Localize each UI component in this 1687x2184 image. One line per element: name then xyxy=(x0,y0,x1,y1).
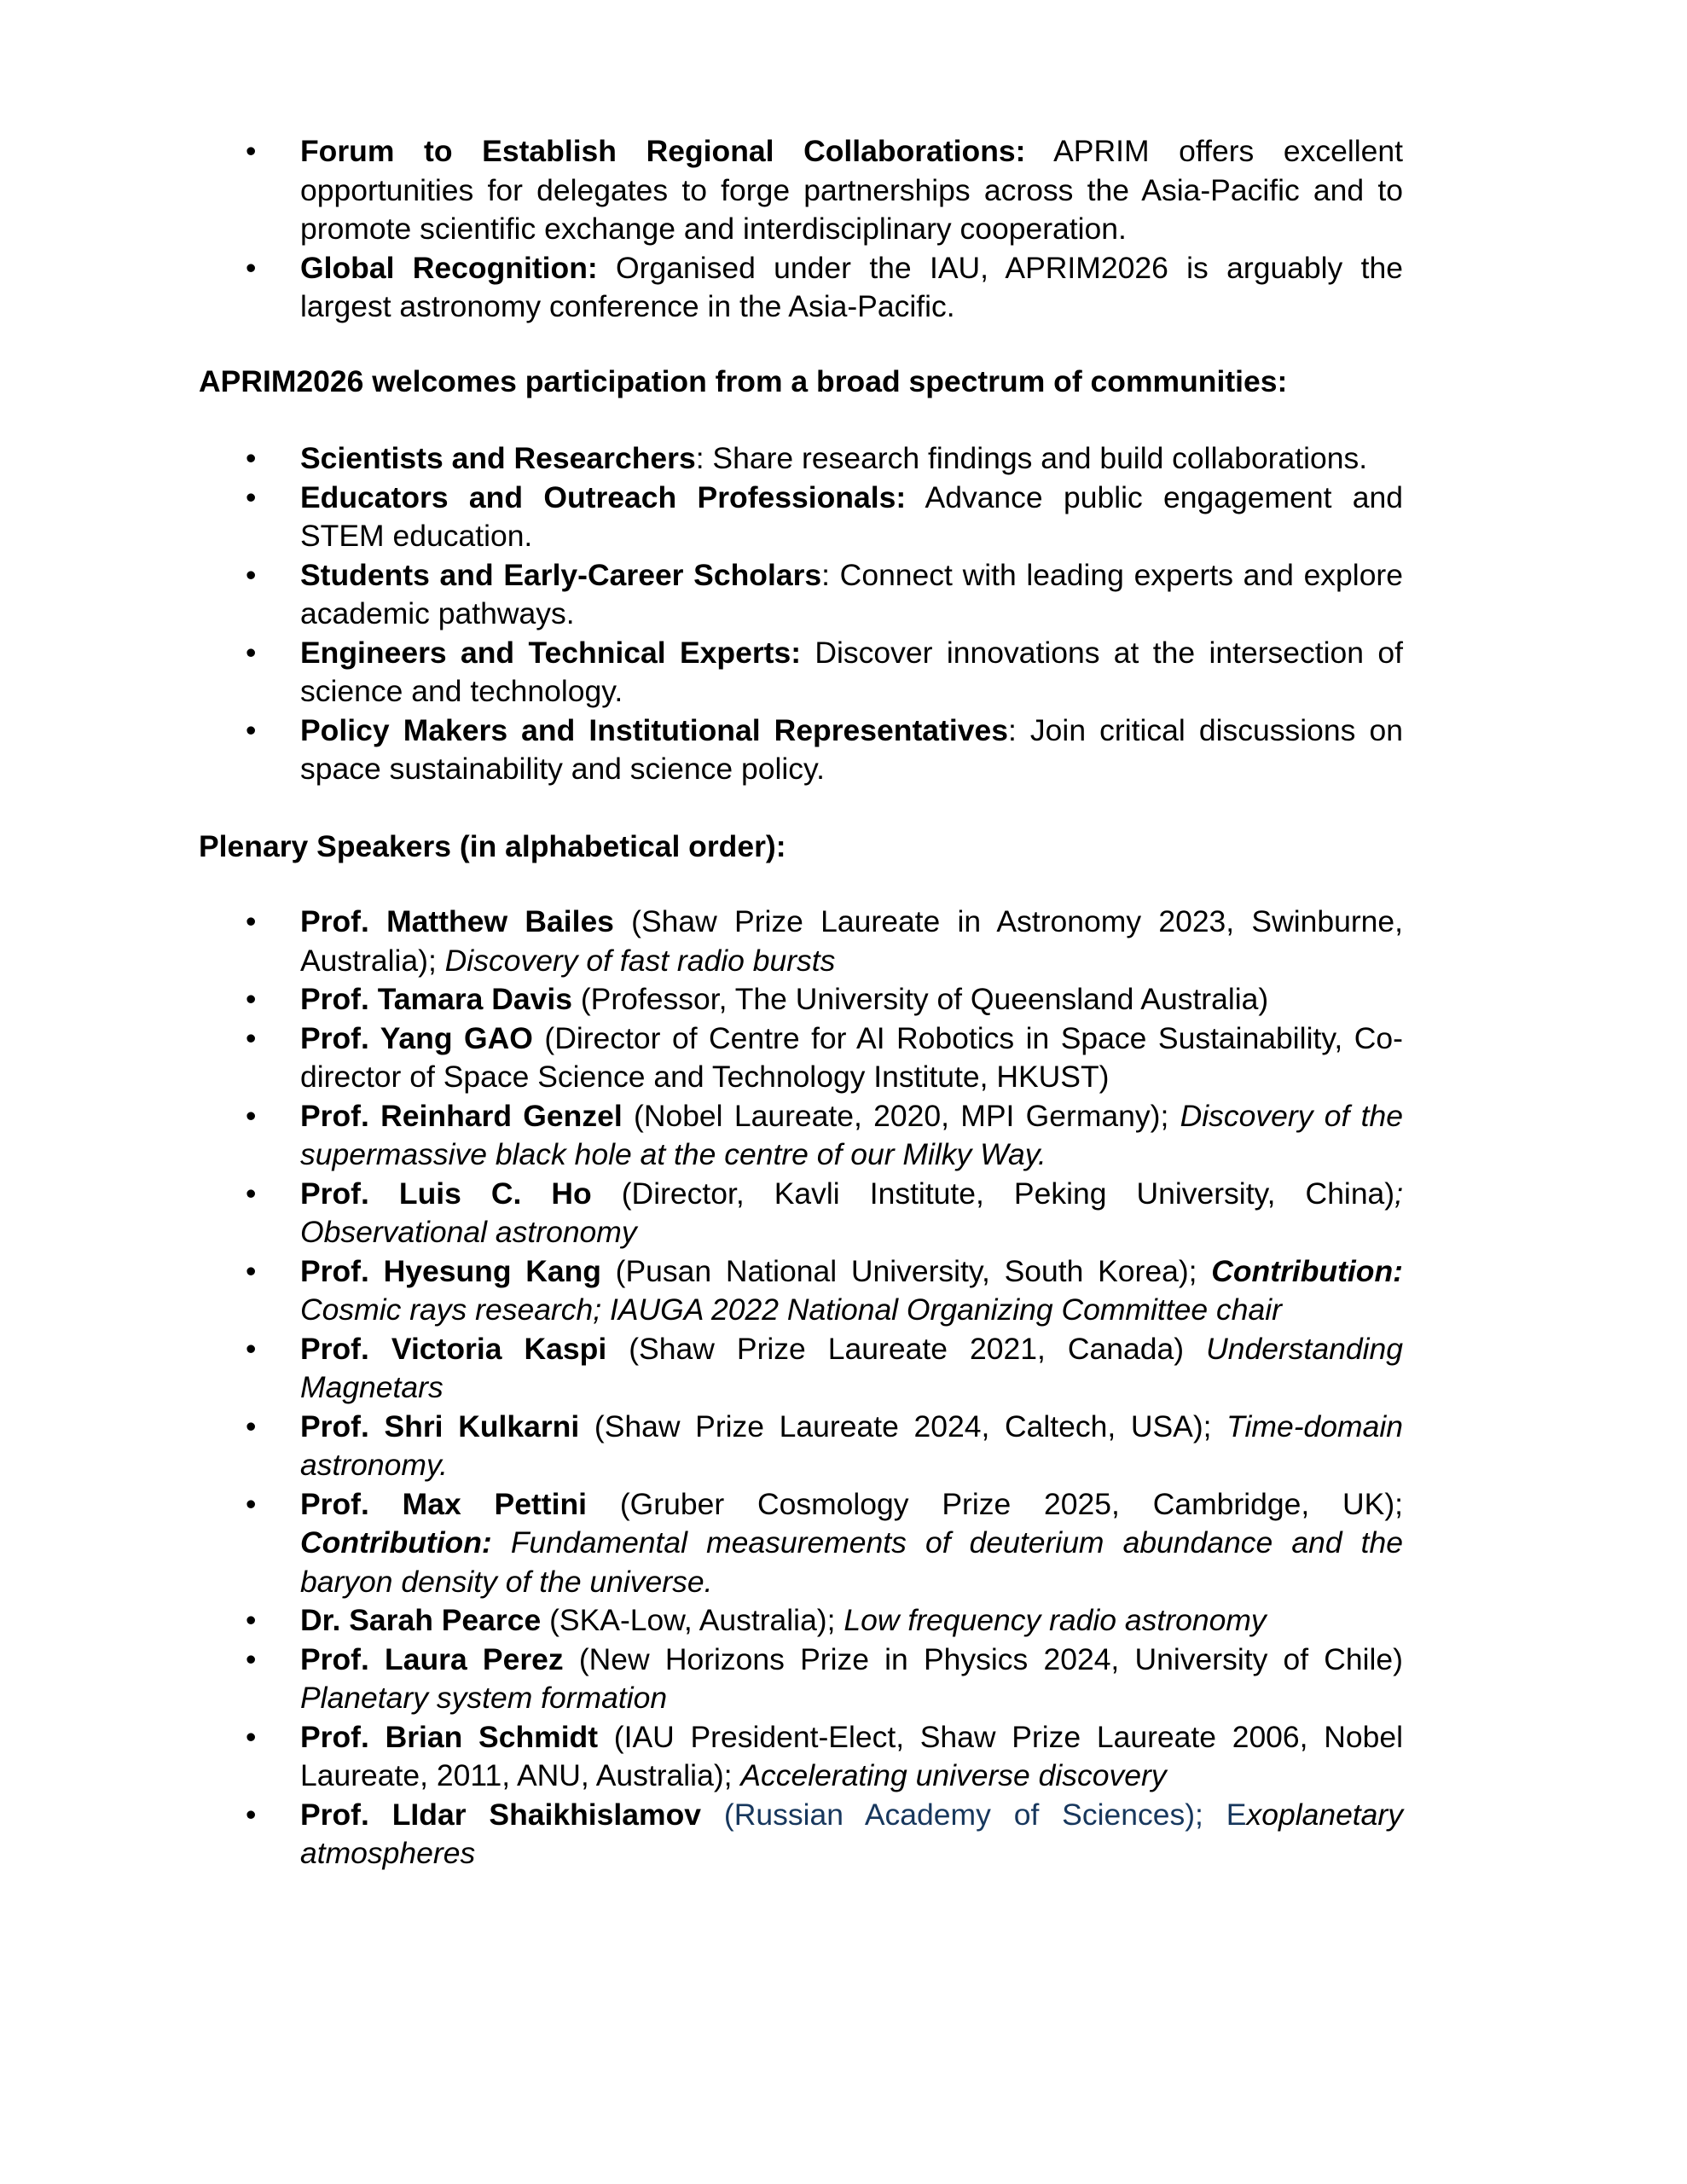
text-run: Time-domain astronomy. xyxy=(300,1409,1403,1482)
text-run: (Shaw Prize Laureate in Astronomy 2023, Swinburne, Australia); xyxy=(300,904,1404,978)
text-run: Dr. Sarah Pearce xyxy=(300,1603,542,1637)
text-run: Prof. Shri Kulkarni xyxy=(300,1409,580,1443)
text-run: Prof. Luis C. Ho xyxy=(300,1176,592,1211)
text-run: Prof. Reinhard Genzel xyxy=(300,1098,623,1133)
list-item-text xyxy=(300,1021,1403,1095)
text-run: Prof. Tamara Davis xyxy=(300,982,572,1016)
list-item-text xyxy=(300,480,1403,554)
bullet-icon: • xyxy=(246,1253,257,1288)
bullet-icon: • xyxy=(246,1797,257,1832)
bullet-icon: • xyxy=(246,635,257,670)
bullet-icon: • xyxy=(246,1641,257,1676)
text-run: (New Horizons Prize in Physics 2024, University of Chile) xyxy=(563,1641,1404,1676)
bullet-icon: • xyxy=(246,441,257,475)
list-item xyxy=(199,1097,1403,1175)
text-run: (Nobel Laureate, 2020, MPI Germany); xyxy=(622,1098,1180,1133)
list-item xyxy=(199,1019,1403,1097)
list-item xyxy=(199,1641,1403,1718)
list-item-text xyxy=(300,636,1403,709)
text-run: (Shaw Prize Laureate 2021, Canada) xyxy=(606,1331,1207,1366)
text-run: : Join critical discussions on space sustainability and science policy. xyxy=(300,712,1403,786)
text-run: Prof. Brian Schmidt xyxy=(300,1719,599,1754)
list-item xyxy=(199,1601,1403,1641)
text-run: Engineers and Technical Experts: xyxy=(300,635,802,670)
text-run: (Director of Centre for AI Robotics in Space Sustainability, Co-director of Space Science and Technology Institute, HKUST) xyxy=(300,1020,1403,1094)
list-item-text xyxy=(300,1720,1403,1793)
list-item xyxy=(199,1330,1403,1408)
speakers-heading: Plenary Speakers (in alphabetical order): xyxy=(199,828,786,863)
text-run: Scientists and Researchers xyxy=(300,441,696,475)
benefits-list xyxy=(199,132,1403,327)
text-run: Discovery of fast radio bursts xyxy=(444,943,836,978)
list-item-text xyxy=(300,1603,1267,1637)
list-item xyxy=(199,712,1403,789)
list-item-text xyxy=(300,441,1367,475)
list-item-text xyxy=(300,134,1403,246)
text-run: Cosmic rays research; IAUGA 2022 National Organizing Committee chair xyxy=(300,1292,1282,1327)
list-item xyxy=(199,1796,1403,1873)
list-item-text xyxy=(300,1176,1403,1250)
text-run: (Professor, The University of Queensland Australia) xyxy=(571,982,1269,1016)
list-item xyxy=(199,1718,1403,1796)
communities-list xyxy=(199,439,1403,789)
text-run: Prof. Yang GAO xyxy=(300,1020,533,1055)
text-run: (Shaw Prize Laureate 2024, Caltech, USA); xyxy=(579,1409,1227,1443)
list-item xyxy=(199,634,1403,712)
text-run: (Russian Academy of Sciences); E xyxy=(701,1797,1247,1832)
bullet-icon: • xyxy=(246,1603,257,1637)
list-item-text xyxy=(300,904,1403,978)
list-item-text xyxy=(300,1642,1403,1716)
text-run: Low frequency radio astronomy xyxy=(844,1603,1267,1637)
text-run: : Share research findings and build collaborations. xyxy=(695,441,1368,475)
list-item-text xyxy=(300,251,1403,324)
list-item-text xyxy=(300,1487,1403,1599)
text-run: Educators and Outreach Professionals: xyxy=(300,479,907,514)
text-run: Fundamental measurements of deuterium abundance and the baryon density of the universe. xyxy=(300,1525,1403,1599)
bullet-icon: • xyxy=(246,1719,257,1754)
list-item-text xyxy=(300,1332,1403,1405)
text-run: Discovery of the supermassive black hole at the centre of our Milky Way. xyxy=(300,1098,1404,1171)
text-run: Contribution: xyxy=(300,1525,492,1560)
text-run: : Connect with leading experts and explore academic pathways. xyxy=(300,557,1404,630)
text-run: Planetary system formation xyxy=(300,1681,668,1715)
list-item xyxy=(199,132,1403,249)
text-run: Contribution: xyxy=(1211,1253,1403,1288)
text-run: Prof. Matthew Bailes xyxy=(300,904,614,938)
list-item xyxy=(199,1408,1403,1485)
list-item-text xyxy=(300,1798,1403,1871)
bullet-icon: • xyxy=(246,1331,257,1366)
list-item xyxy=(199,1485,1403,1602)
speakers-list xyxy=(199,903,1403,1873)
list-item xyxy=(199,479,1403,556)
list-item-text xyxy=(300,713,1403,787)
text-run: Prof. Laura Perez xyxy=(300,1641,564,1676)
bullet-icon: • xyxy=(246,557,257,592)
text-run: Students and Early-Career Scholars xyxy=(300,557,822,592)
bullet-icon: • xyxy=(246,712,257,747)
bullet-icon: • xyxy=(246,134,257,168)
list-item-text xyxy=(300,558,1403,631)
list-item xyxy=(199,439,1403,479)
text-run: Global Recognition: xyxy=(300,250,598,285)
bullet-icon: • xyxy=(246,1486,257,1521)
text-run: xoplanetary atmospheres xyxy=(300,1797,1403,1870)
text-run: Forum to Establish Regional Collaborations: xyxy=(300,134,1026,168)
list-item xyxy=(199,556,1403,634)
text-run: Prof. Hyesung Kang xyxy=(300,1253,601,1288)
bullet-icon: • xyxy=(246,1176,257,1211)
bullet-icon: • xyxy=(246,1020,257,1055)
text-run: (IAU President-Elect, Shaw Prize Laureate 2006, Nobel Laureate, 2011, ANU, Australia); xyxy=(300,1719,1403,1792)
text-run: (Pusan National University, South Korea); xyxy=(600,1253,1212,1288)
bullet-icon: • xyxy=(246,479,257,514)
bullet-icon: • xyxy=(246,904,257,938)
list-item-text xyxy=(300,1254,1403,1327)
text-run: Understanding Magnetars xyxy=(300,1331,1403,1404)
list-item xyxy=(199,1252,1403,1330)
list-item-text xyxy=(300,1099,1403,1172)
list-item xyxy=(199,980,1403,1019)
text-run: Policy Makers and Institutional Representatives xyxy=(300,712,1008,747)
text-run: Accelerating universe discovery xyxy=(740,1758,1167,1792)
text-run: ; Observational astronomy xyxy=(300,1176,1404,1249)
text-run: (Director, Kavli Institute, Peking University, China) xyxy=(591,1176,1395,1211)
bullet-icon: • xyxy=(246,1409,257,1443)
text-run: Discover innovations at the intersection of science and technology. xyxy=(300,635,1404,708)
list-item xyxy=(199,1175,1403,1252)
text-run: Advance public engagement and STEM education. xyxy=(300,479,1403,553)
text-run: Prof. LIdar Shaikhislamov xyxy=(300,1797,701,1832)
text-run: Prof. Max Pettini xyxy=(300,1486,588,1521)
list-item xyxy=(199,249,1403,327)
list-item xyxy=(199,903,1403,980)
bullet-icon: • xyxy=(246,1098,257,1133)
bullet-icon: • xyxy=(246,250,257,285)
text-run: APRIM offers excellent opportunities for delegates to forge partnerships across the Asia-Pacific and to promote scientific exchange and interdisciplinary cooperation. xyxy=(300,134,1404,246)
list-item-text xyxy=(300,982,1268,1016)
text-run: Organised under the IAU, APRIM2026 is arguably the largest astronomy conference in the Asia-Pacific. xyxy=(300,250,1403,323)
communities-heading: APRIM2026 welcomes participation from a broad spectrum of communities: xyxy=(199,363,1288,398)
text-run: Prof. Victoria Kaspi xyxy=(300,1331,607,1366)
list-item-text xyxy=(300,1409,1403,1483)
text-run: (SKA-Low, Australia); xyxy=(541,1603,844,1637)
document-page xyxy=(199,132,1403,1873)
text-run: (Gruber Cosmology Prize 2025, Cambridge, UK); xyxy=(587,1486,1403,1521)
bullet-icon: • xyxy=(246,982,257,1016)
